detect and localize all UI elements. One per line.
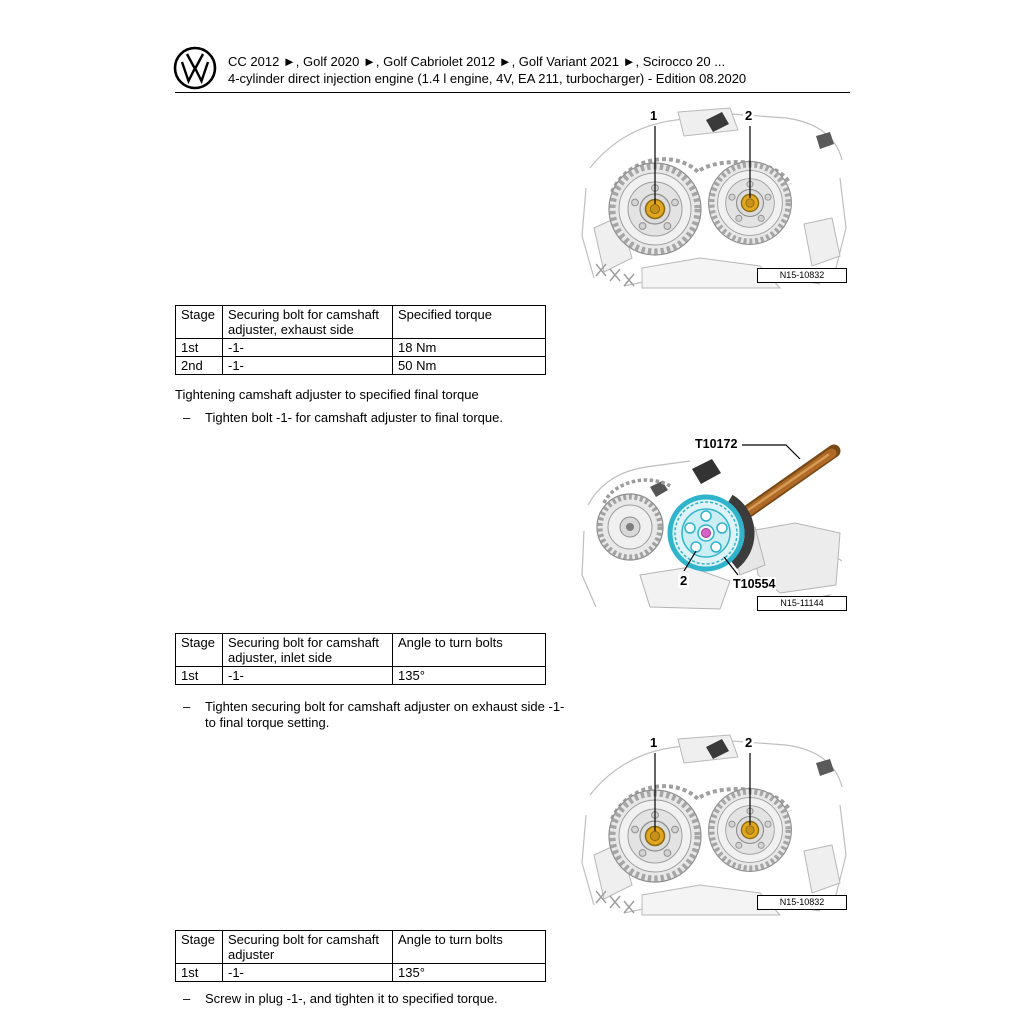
callout-1: 1 xyxy=(650,735,658,750)
procedure-step-3 xyxy=(175,991,573,1007)
figure-ref-label: N15-11144 xyxy=(757,596,847,611)
callout-2: 2 xyxy=(680,573,688,588)
table-header-row xyxy=(176,306,546,339)
column-header-bolt: Securing bolt for camshaft adjuster, exhaust side xyxy=(223,306,393,339)
callout-2: 2 xyxy=(745,735,753,750)
step-dash: – xyxy=(183,991,191,1006)
cell-angle: 135° xyxy=(393,964,546,982)
cell-stage: 2nd xyxy=(176,357,223,375)
column-header-torque: Specified torque xyxy=(393,306,546,339)
cell-angle: 135° xyxy=(393,667,546,685)
counterhold-tool-illustration xyxy=(580,435,850,615)
header-engine-line: 4-cylinder direct injection engine (1.4 l engine, 4V, EA 211, turbocharger) - Edition 08.2020 xyxy=(228,70,747,86)
camshaft-sprockets-illustration xyxy=(580,106,850,291)
step-dash: – xyxy=(183,699,191,714)
cell-bolt: -1- xyxy=(223,667,393,685)
tool-label-t10172: T10172 xyxy=(695,437,738,451)
cell-bolt: -1- xyxy=(223,964,393,982)
vw-logo xyxy=(173,46,217,90)
column-header-angle: Angle to turn bolts xyxy=(393,931,546,964)
cell-stage: 1st xyxy=(176,667,223,685)
figure-camshaft-adjuster-angle xyxy=(580,733,850,918)
cell-torque: 18 Nm xyxy=(393,339,546,357)
figure-camshaft-adjuster-torque xyxy=(580,106,850,291)
table-header-row xyxy=(176,931,546,964)
cell-stage: 1st xyxy=(176,964,223,982)
table-row xyxy=(176,667,546,685)
tool-label-t10554: T10554 xyxy=(733,577,776,591)
table-row xyxy=(176,357,546,375)
column-header-stage: Stage xyxy=(176,634,223,667)
step-text: Tighten securing bolt for camshaft adjuster on exhaust side -1- to final torque setting. xyxy=(205,699,565,730)
step-dash: – xyxy=(183,410,191,425)
procedure-step-1 xyxy=(175,410,573,426)
figure-ref-label: N15-10832 xyxy=(757,268,847,283)
cell-torque: 50 Nm xyxy=(393,357,546,375)
table-row xyxy=(176,339,546,357)
torque-spec-table-2 xyxy=(175,633,546,685)
figure-counterhold-tool xyxy=(580,435,850,615)
table-row xyxy=(176,964,546,982)
step-text: Screw in plug -1-, and tighten it to specified torque. xyxy=(205,991,498,1006)
column-header-stage: Stage xyxy=(176,931,223,964)
header-models-line: CC 2012 ►, Golf 2020 ►, Golf Cabriolet 2012 ►, Golf Variant 2021 ►, Scirocco 20 ... xyxy=(228,54,726,69)
torque-spec-table-1 xyxy=(175,305,546,375)
column-header-stage: Stage xyxy=(176,306,223,339)
column-header-bolt: Securing bolt for camshaft adjuster xyxy=(223,931,393,964)
column-header-bolt: Securing bolt for camshaft adjuster, inlet side xyxy=(223,634,393,667)
table-header-row xyxy=(176,634,546,667)
column-header-angle: Angle to turn bolts xyxy=(393,634,546,667)
document-header xyxy=(228,54,848,87)
figure-ref-label: N15-10832 xyxy=(757,895,847,910)
torque-spec-table-3 xyxy=(175,930,546,982)
callout-2: 2 xyxy=(745,108,753,123)
step-text: Tighten bolt -1- for camshaft adjuster to final torque. xyxy=(205,410,503,425)
header-divider xyxy=(175,92,850,93)
cell-stage: 1st xyxy=(176,339,223,357)
callout-1: 1 xyxy=(650,108,658,123)
camshaft-sprockets-illustration xyxy=(580,733,850,918)
cell-bolt: -1- xyxy=(223,357,393,375)
procedure-step-2 xyxy=(175,699,573,731)
cell-bolt: -1- xyxy=(223,339,393,357)
section-lead-text: Tightening camshaft adjuster to specified final torque xyxy=(175,387,479,402)
